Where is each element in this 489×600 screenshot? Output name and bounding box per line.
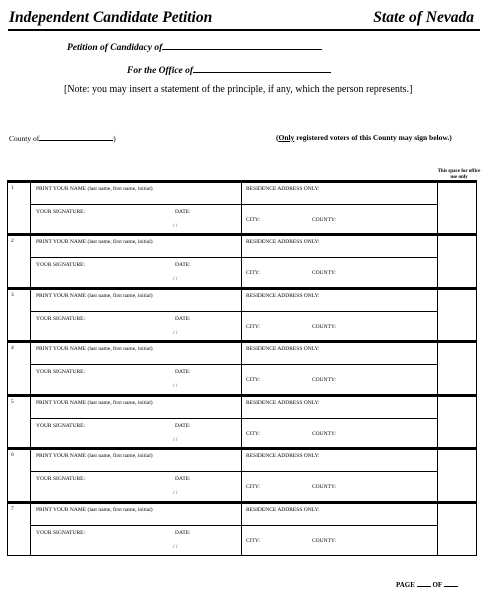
office-use-cell <box>438 397 476 448</box>
page-footer <box>396 580 458 589</box>
entry-number-divider <box>30 396 31 449</box>
only-word: Only <box>278 133 295 142</box>
date-slashes: / / <box>173 490 178 496</box>
county-field[interactable]: COUNTY: <box>312 431 336 437</box>
signature-entry <box>7 449 477 502</box>
signature-field[interactable]: YOUR SIGNATURE: <box>36 530 86 536</box>
office-use-cell <box>438 236 476 287</box>
signature-field[interactable]: YOUR SIGNATURE: <box>36 209 86 215</box>
city-field[interactable]: CITY: <box>246 484 260 490</box>
residence-field[interactable]: RESIDENCE ADDRESS ONLY: <box>246 186 320 192</box>
office-use-cell <box>438 290 476 341</box>
date-slashes: / / <box>173 330 178 336</box>
print-name-field[interactable]: PRINT YOUR NAME (last name, first name, initial) <box>36 293 153 299</box>
entry-number: 4 <box>11 345 14 351</box>
signature-entry <box>7 396 477 449</box>
signature-field[interactable]: YOUR SIGNATURE: <box>36 316 86 322</box>
residence-field[interactable]: RESIDENCE ADDRESS ONLY: <box>246 293 320 299</box>
entry-number: 7 <box>11 506 14 512</box>
registered-voters-note <box>276 133 452 142</box>
of-label: OF <box>432 581 442 589</box>
date-slashes: / / <box>173 437 178 443</box>
county-field[interactable]: COUNTY: <box>312 270 336 276</box>
entry-number-divider <box>30 182 31 235</box>
residence-field[interactable]: RESIDENCE ADDRESS ONLY: <box>246 400 320 406</box>
county-blank[interactable] <box>39 133 113 141</box>
date-slashes: / / <box>173 544 178 550</box>
candidacy-line <box>67 40 322 53</box>
entry-number: 5 <box>11 399 14 405</box>
residence-field[interactable]: RESIDENCE ADDRESS ONLY: <box>246 346 320 352</box>
print-name-field[interactable]: PRINT YOUR NAME (last name, first name, initial) <box>36 346 153 352</box>
entry-row-divider <box>30 364 437 365</box>
office-use-cell <box>438 450 476 501</box>
candidacy-label: Petition of Candidacy of <box>67 43 163 53</box>
signature-field[interactable]: YOUR SIGNATURE: <box>36 262 86 268</box>
entry-number-divider <box>30 289 31 342</box>
entry-column-divider <box>241 235 242 288</box>
date-field[interactable]: DATE: <box>175 423 191 429</box>
county-label: County of <box>9 134 40 143</box>
entry-number-divider <box>30 235 31 288</box>
entry-row-divider <box>30 525 437 526</box>
office-use-cell <box>438 183 476 234</box>
county-field[interactable]: COUNTY: <box>312 217 336 223</box>
residence-field[interactable]: RESIDENCE ADDRESS ONLY: <box>246 507 320 513</box>
city-field[interactable]: CITY: <box>246 538 260 544</box>
entry-column-divider <box>241 289 242 342</box>
signature-entry <box>7 503 477 556</box>
entry-row-divider <box>30 257 437 258</box>
county-line <box>9 133 116 143</box>
city-field[interactable]: CITY: <box>246 270 260 276</box>
county-field[interactable]: COUNTY: <box>312 538 336 544</box>
entry-row-divider <box>30 204 437 205</box>
signature-field[interactable]: YOUR SIGNATURE: <box>36 423 86 429</box>
entry-number: 6 <box>11 452 14 458</box>
city-field[interactable]: CITY: <box>246 377 260 383</box>
signature-field[interactable]: YOUR SIGNATURE: <box>36 369 86 375</box>
city-field[interactable]: CITY: <box>246 431 260 437</box>
entry-number: 3 <box>11 292 14 298</box>
note-text: [Note: you may insert a statement of the principle, if any, which the person represents.] <box>64 84 413 95</box>
print-name-field[interactable]: PRINT YOUR NAME (last name, first name, initial) <box>36 453 153 459</box>
county-field[interactable]: COUNTY: <box>312 324 336 330</box>
state-name: State of Nevada <box>373 9 474 26</box>
entry-number-divider <box>30 449 31 502</box>
office-label: For the Office of <box>127 66 194 76</box>
signature-entry <box>7 235 477 288</box>
date-field[interactable]: DATE: <box>175 476 191 482</box>
candidate-name-blank[interactable] <box>162 40 322 50</box>
entry-column-divider <box>241 503 242 556</box>
entry-number-divider <box>30 503 31 556</box>
office-blank[interactable] <box>193 63 331 73</box>
entry-column-divider <box>241 396 242 449</box>
county-field[interactable]: COUNTY: <box>312 377 336 383</box>
city-field[interactable]: CITY: <box>246 217 260 223</box>
office-use-cell <box>438 504 476 555</box>
print-name-field[interactable]: PRINT YOUR NAME (last name, first name, initial) <box>36 507 153 513</box>
entry-number: 2 <box>11 238 14 244</box>
print-name-field[interactable]: PRINT YOUR NAME (last name, first name, initial) <box>36 400 153 406</box>
print-name-field[interactable]: PRINT YOUR NAME (last name, first name, initial) <box>36 239 153 245</box>
date-slashes: / / <box>173 223 178 229</box>
signature-entry <box>7 342 477 395</box>
print-name-field[interactable]: PRINT YOUR NAME (last name, first name, initial) <box>36 186 153 192</box>
entry-column-divider <box>241 182 242 235</box>
date-slashes: / / <box>173 383 178 389</box>
entry-row-divider <box>30 311 437 312</box>
date-field[interactable]: DATE: <box>175 209 191 215</box>
entry-column-divider <box>241 342 242 395</box>
office-use-cell <box>438 343 476 394</box>
entry-number-divider <box>30 342 31 395</box>
residence-field[interactable]: RESIDENCE ADDRESS ONLY: <box>246 239 320 245</box>
entry-column-divider <box>241 449 242 502</box>
registered-rest: registered voters of this County may sign below.) <box>294 133 452 142</box>
date-field[interactable]: DATE: <box>175 262 191 268</box>
signature-entry <box>7 182 477 235</box>
form-title: Independent Candidate Petition <box>9 9 213 26</box>
signature-field[interactable]: YOUR SIGNATURE: <box>36 476 86 482</box>
date-field[interactable]: DATE: <box>175 316 191 322</box>
date-slashes: / / <box>173 276 178 282</box>
residence-field[interactable]: RESIDENCE ADDRESS ONLY: <box>246 453 320 459</box>
registered-open-paren: ( <box>276 133 279 142</box>
office-use-label: This space for office use only <box>437 169 481 180</box>
entry-row-divider <box>30 471 437 472</box>
entry-number: 1 <box>11 185 14 191</box>
city-field[interactable]: CITY: <box>246 324 260 330</box>
entry-row-divider <box>30 418 437 419</box>
county-close-paren: ) <box>113 134 116 143</box>
title-divider <box>8 29 480 31</box>
page-label: PAGE <box>396 581 415 589</box>
office-line <box>127 63 331 76</box>
page-total-blank[interactable] <box>444 580 458 587</box>
date-field[interactable]: DATE: <box>175 369 191 375</box>
page-number-blank[interactable] <box>417 580 431 587</box>
date-field[interactable]: DATE: <box>175 530 191 536</box>
county-field[interactable]: COUNTY: <box>312 484 336 490</box>
signature-entry <box>7 289 477 342</box>
